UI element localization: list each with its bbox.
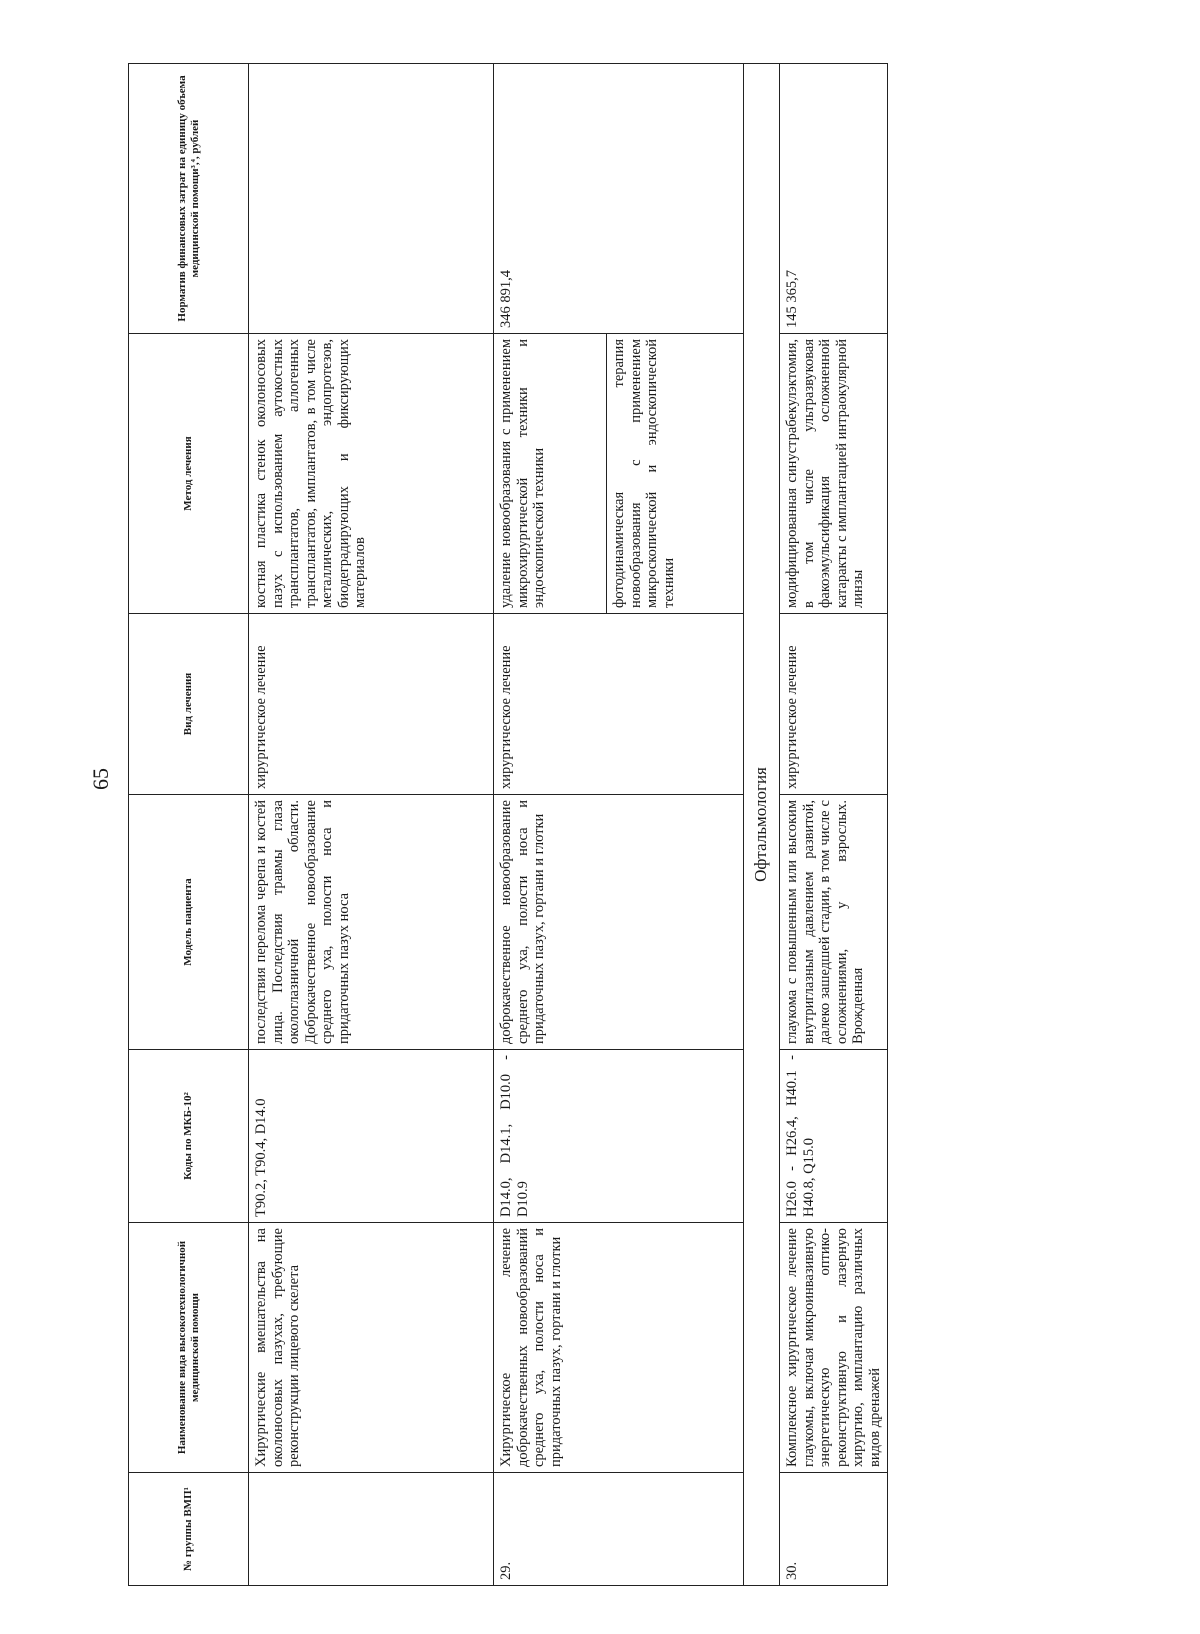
section-title: Офтальмология: [744, 64, 780, 1586]
cell-cost-norm: [249, 64, 494, 334]
cell-group-no: 29.: [494, 1473, 744, 1586]
cell-patient-model: глаукома с повышенным или высоким внутриглазным давлением развитой, далеко зашедшей стадии, в том числе с осложнениями, у взрослых. Врожденная: [780, 795, 888, 1050]
header-cost-norm: Норматив финансовых затрат на единицу объема медицинской помощи³,⁴, рублей: [129, 64, 249, 334]
table-row: [249, 64, 494, 1586]
cell-treatment-type: хирургическое лечение: [494, 614, 744, 795]
cell-treatment-method: костная пластика стенок околоносовых пазух с использованием аутокостных трансплантатов, аллогенных трансплантатов, имплантатов, в том числе металлических, эндопротезов, биодеградирующих и фиксирующих материалов: [249, 334, 494, 614]
cell-icd-codes: D14.0, D14.1, D10.0 - D10.9: [494, 1050, 744, 1223]
cell-group-no: 30.: [780, 1473, 888, 1586]
cell-name: Комплексное хирургическое лечение глаукомы, включая микроинвазивную энергетическую оптико-реконструктивную и лазерную хирургию, имплантацию различных видов дренажей: [780, 1223, 888, 1473]
table-row: [494, 64, 744, 1586]
header-icd-codes: Коды по МКБ-10²: [129, 1050, 249, 1223]
rotated-table-container: [128, 64, 883, 1586]
header-treatment-type: Вид лечения: [129, 614, 249, 795]
cell-name: Хирургические вмешательства на околоносовых пазухах, требующие реконструкции лицевого скелета: [249, 1223, 494, 1473]
header-group-no: № группы ВМП¹: [129, 1473, 249, 1586]
cell-icd-codes: T90.2, T90.4, D14.0: [249, 1050, 494, 1223]
method-item: фотодинамическая терапия новообразования с применением микроскопической и эндоскопической техники: [606, 334, 681, 613]
cell-group-no: [249, 1473, 494, 1586]
table-row: [780, 64, 888, 1586]
vmp-table: [128, 63, 888, 1586]
cell-cost-norm: 346 891,4: [494, 64, 744, 334]
cell-treatment-type: хирургическое лечение: [780, 614, 888, 795]
cell-patient-model: последствия перелома черепа и костей лица. Последствия травмы глаза окологлазничной области. Доброкачественное новообразование среднего уха, полости носа и придаточных пазух носа: [249, 795, 494, 1050]
method-list: [494, 334, 681, 613]
cell-treatment-type: хирургическое лечение: [249, 614, 494, 795]
header-patient-model: Модель пациента: [129, 795, 249, 1050]
header-treatment-method: Метод лечения: [129, 334, 249, 614]
page-number: 65: [88, 768, 113, 790]
table-header-row: [129, 64, 249, 1586]
cell-patient-model: доброкачественное новообразование среднего уха, полости носа и придаточных пазух, гортани и глотки: [494, 795, 744, 1050]
cell-treatment-method: модифицированная синустрабекулэктомия, в том числе ультразвуковая факоэмульсификация осложненной катаракты с имплантацией интраокулярной линзы: [780, 334, 888, 614]
section-row: [744, 64, 780, 1586]
cell-cost-norm: 145 365,7: [780, 64, 888, 334]
cell-treatment-method: [494, 334, 744, 614]
cell-name: Хирургическое лечение доброкачественных новообразований среднего уха, полости носа и придаточных пазух, гортани и глотки: [494, 1223, 744, 1473]
header-name: Наименование вида высокотехнологичной медицинской помощи: [129, 1223, 249, 1473]
method-item: удаление новообразования с применением микрохирургической техники и эндоскопической техники: [498, 339, 547, 608]
cell-icd-codes: H26.0 - H26.4, H40.1 - H40.8, Q15.0: [780, 1050, 888, 1223]
